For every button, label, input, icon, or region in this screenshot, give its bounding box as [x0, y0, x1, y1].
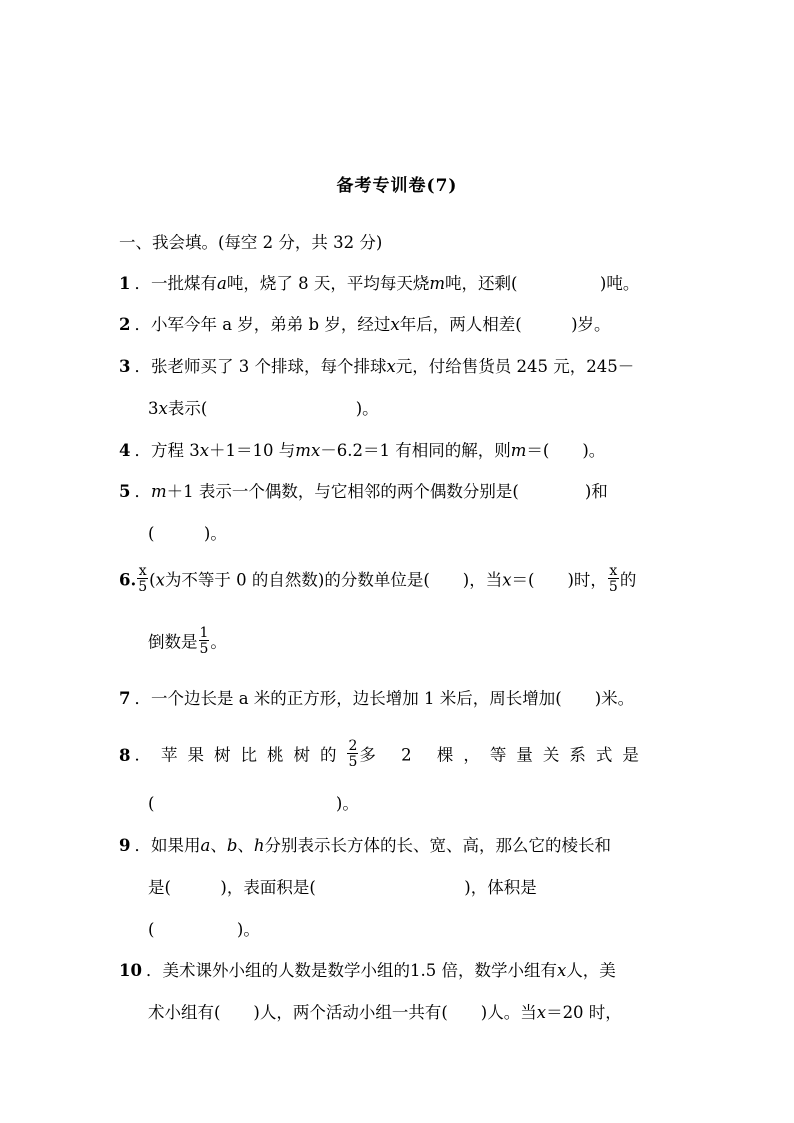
question-5: 5 ．m＋1 表示一个偶数，与它相邻的两个偶数分别是( )和	[119, 482, 608, 501]
question-1: 1 ．一批煤有a吨，烧了 8 天，平均每天烧m吨，还剩( )吨。	[119, 274, 640, 293]
question-number: 1	[119, 274, 131, 293]
question-number: 7	[119, 689, 131, 708]
section-heading: 一、我会填。(每空 2 分，共 32 分)	[119, 233, 383, 252]
question-8-cont: ( )。	[148, 794, 359, 813]
question-3: 3 ．张老师买了 3 个排球，每个排球x元，付给售货员 245 元，245－	[119, 357, 635, 376]
question-6: 6. $\frac{x}{5}$ (x为不等于 0 的自然数)的分数单位是( )，当x＝( )时， $\frac{x}{5}$ 的	[119, 563, 637, 595]
fraction-2-over-5: $\frac{2}{5}$	[348, 738, 358, 770]
question-9: 9 ．如果用a、b、h分别表示长方体的长、宽、高，那么它的棱长和	[119, 836, 612, 855]
question-9-cont-2: ( )。	[148, 920, 260, 939]
question-10-cont: 术小组有( )人，两个活动小组一共有( )人。当x＝20 时，	[148, 1003, 622, 1022]
page-title: 备考专训卷(7)	[336, 176, 458, 196]
fraction-x-over-5: $\frac{x}{5}$	[608, 563, 618, 595]
question-number: 6.	[119, 570, 137, 590]
fraction-x-over-5: $\frac{x}{5}$	[138, 563, 148, 595]
fraction-1-over-5: $\frac{1}{5}$	[199, 625, 209, 657]
question-number: 8	[119, 745, 131, 765]
question-9-cont: 是( )，表面积是( )，体积是	[148, 878, 537, 897]
question-number: 5	[119, 482, 131, 501]
question-number: 10	[119, 961, 142, 980]
question-3-cont: 3x表示( )。	[148, 399, 379, 418]
question-number: 2	[119, 315, 131, 334]
question-4: 4 ．方程 3x＋1＝10 与mx－6.2＝1 有相同的解，则m＝( )。	[119, 441, 606, 460]
question-6-cont: 倒数是 $\frac{1}{5}$ 。	[148, 625, 227, 657]
question-5-cont: ( )。	[148, 524, 227, 543]
question-number: 4	[119, 441, 131, 460]
question-10: 10 ．美术课外小组的人数是数学小组的1.5 倍，数学小组有x人，美	[119, 961, 616, 980]
question-7: 7 ．一个边长是 a 米的正方形，边长增加 1 米后，周长增加( )米。	[119, 689, 635, 708]
question-number: 9	[119, 836, 131, 855]
question-number: 3	[119, 357, 131, 376]
question-8: 8 ．苹果树比桃树的 $\frac{2}{5}$ 多 2 棵，等量关系式是	[119, 738, 649, 770]
question-2: 2 ．小军今年 a 岁，弟弟 b 岁，经过x年后，两人相差( )岁。	[119, 315, 611, 334]
